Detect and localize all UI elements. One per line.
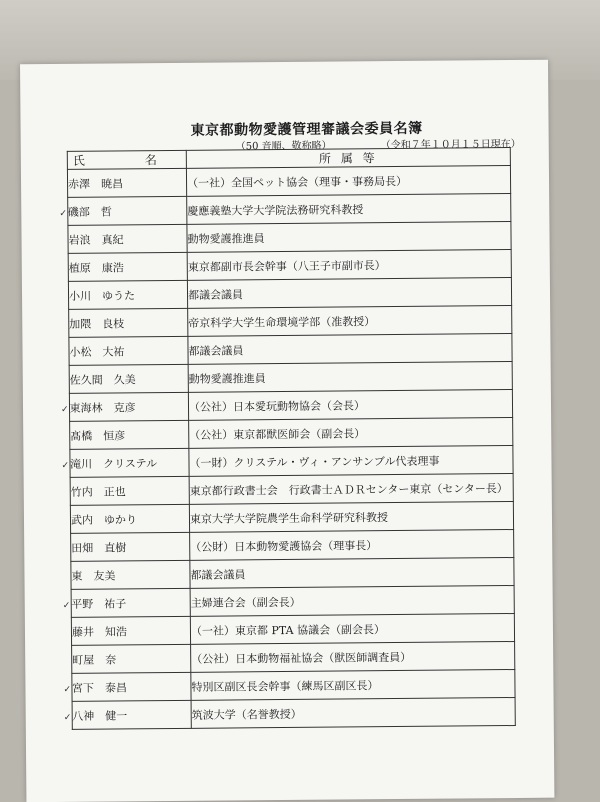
member-name-cell — [63, 700, 191, 729]
check-mark-icon: ✓ — [62, 600, 71, 611]
member-affiliation: 東京大学大学院農学生命科学研究科教授 — [189, 502, 513, 533]
member-name-cell — [63, 672, 191, 701]
member-name: 平野 祐子 — [71, 596, 127, 611]
table-row — [72, 698, 515, 730]
member-affiliation: 動物愛護推進員 — [187, 222, 511, 253]
member-name: 岩浪 真紀 — [68, 232, 124, 247]
member-name: 藤井 知浩 — [71, 624, 128, 639]
order-note: （50 音順、敬称略） — [235, 140, 332, 153]
member-roster-table — [59, 147, 516, 730]
member-name: 髙橋 恒彦 — [70, 428, 126, 443]
member-name-cell — [71, 560, 190, 589]
member-affiliation: （公社）日本愛玩動物協会（会長） — [188, 390, 512, 421]
table-row — [69, 390, 512, 422]
check-mark-icon: ✓ — [59, 208, 67, 219]
member-affiliation: 東京都副市長会幹事（八王子市副市長） — [187, 250, 511, 281]
member-name: 植原 康浩 — [68, 260, 124, 275]
table-row — [71, 558, 514, 590]
table-row — [70, 502, 513, 534]
document-sheet — [20, 60, 554, 802]
check-mark-icon: ✓ — [60, 404, 69, 415]
table-row — [68, 222, 511, 254]
member-name: 加隈 良枝 — [69, 316, 125, 331]
table-row — [69, 362, 512, 394]
member-affiliation: 特別区副区長会幹事（練馬区副区長） — [191, 670, 515, 701]
member-affiliation: 東京都行政書士会 行政書士ＡＤＲセンター東京（センター長） — [189, 474, 513, 505]
member-name-cell — [70, 476, 189, 505]
member-name-cell — [70, 504, 189, 533]
member-name-cell — [69, 308, 188, 337]
member-name: 磯部 哲 — [67, 205, 112, 219]
check-mark-icon: ✓ — [63, 712, 72, 723]
table-row — [70, 474, 513, 506]
member-name-cell — [71, 616, 190, 645]
member-affiliation: 都議会議員 — [188, 334, 512, 365]
roster-body — [59, 166, 515, 730]
member-affiliation: （一財）クリステル・ヴィ・アンサンブル代表理事 — [189, 446, 513, 477]
table-row — [67, 166, 510, 198]
member-name: 宮下 泰昌 — [71, 680, 128, 695]
member-name: 赤澤 暁昌 — [67, 176, 124, 191]
member-affiliation: 都議会議員 — [190, 558, 514, 589]
member-name-cell — [72, 644, 191, 673]
member-affiliation: （一社）全国ペット協会（理事・事務局長） — [186, 166, 510, 197]
header-name: 氏 名 — [67, 150, 186, 169]
member-name: 東 友美 — [71, 568, 116, 583]
member-affiliation: （一社）東京都 PTA 協議会（副会長） — [190, 614, 514, 645]
header-affiliation: 所 属 等 — [186, 148, 510, 169]
member-name-cell — [61, 448, 189, 477]
member-name: 町屋 奈 — [72, 652, 117, 667]
table-row — [72, 670, 515, 702]
member-affiliation: 都議会議員 — [187, 278, 511, 309]
member-name-cell — [68, 224, 187, 253]
document-title: 東京都動物愛護管理審議会委員名簿 — [190, 120, 423, 139]
member-name: 佐久間 久美 — [69, 372, 136, 387]
member-name: 武内 ゆかり — [70, 512, 138, 527]
table-row — [70, 446, 513, 478]
member-name-cell — [59, 196, 187, 225]
table-row — [69, 306, 512, 338]
member-affiliation: （公社）東京都獣医師会（副会長） — [189, 418, 513, 449]
table-row — [71, 530, 514, 562]
member-name: 竹内 正也 — [70, 484, 126, 499]
member-name: 小松 大祐 — [69, 344, 125, 359]
member-name-cell — [62, 588, 190, 617]
member-name-cell — [69, 364, 188, 393]
member-name-cell — [70, 420, 189, 449]
member-name-cell — [68, 280, 187, 309]
table-row — [70, 418, 513, 450]
member-affiliation: （公社）日本動物福祉協会（獣医師調査員） — [191, 642, 515, 673]
member-name: 八神 健一 — [72, 708, 128, 723]
table-row — [71, 614, 514, 646]
table-row — [68, 250, 511, 282]
member-name: 小川 ゆうた — [68, 288, 136, 303]
table-row — [69, 334, 512, 366]
member-name-cell — [68, 252, 187, 281]
table-row — [68, 194, 511, 226]
member-affiliation: 筑波大学（名誉教授） — [191, 698, 515, 729]
check-mark-icon: ✓ — [61, 460, 70, 471]
as-of-date: （令和７年１０月１５日現在） — [380, 138, 521, 152]
member-affiliation: 動物愛護推進員 — [188, 362, 512, 393]
member-name-cell — [71, 532, 190, 561]
member-affiliation: 帝京科学大学生命環境学部（准教授） — [188, 306, 512, 337]
member-affiliation: 慶應義塾大学大学院法務研究科教授 — [187, 194, 511, 225]
member-name-cell — [60, 392, 188, 421]
member-name: 滝川 クリステル — [69, 456, 158, 471]
check-mark-icon: ✓ — [63, 684, 72, 695]
member-name-cell — [67, 168, 186, 197]
member-name-cell — [69, 336, 188, 365]
member-name: 田畑 直樹 — [71, 540, 127, 555]
member-name: 東海林 克彦 — [69, 400, 136, 415]
table-row — [72, 642, 515, 674]
table-row — [71, 586, 514, 618]
member-affiliation: （公財）日本動物愛護協会（理事長） — [190, 530, 514, 561]
table-row — [68, 278, 511, 310]
member-affiliation: 主婦連合会（副会長） — [190, 586, 514, 617]
